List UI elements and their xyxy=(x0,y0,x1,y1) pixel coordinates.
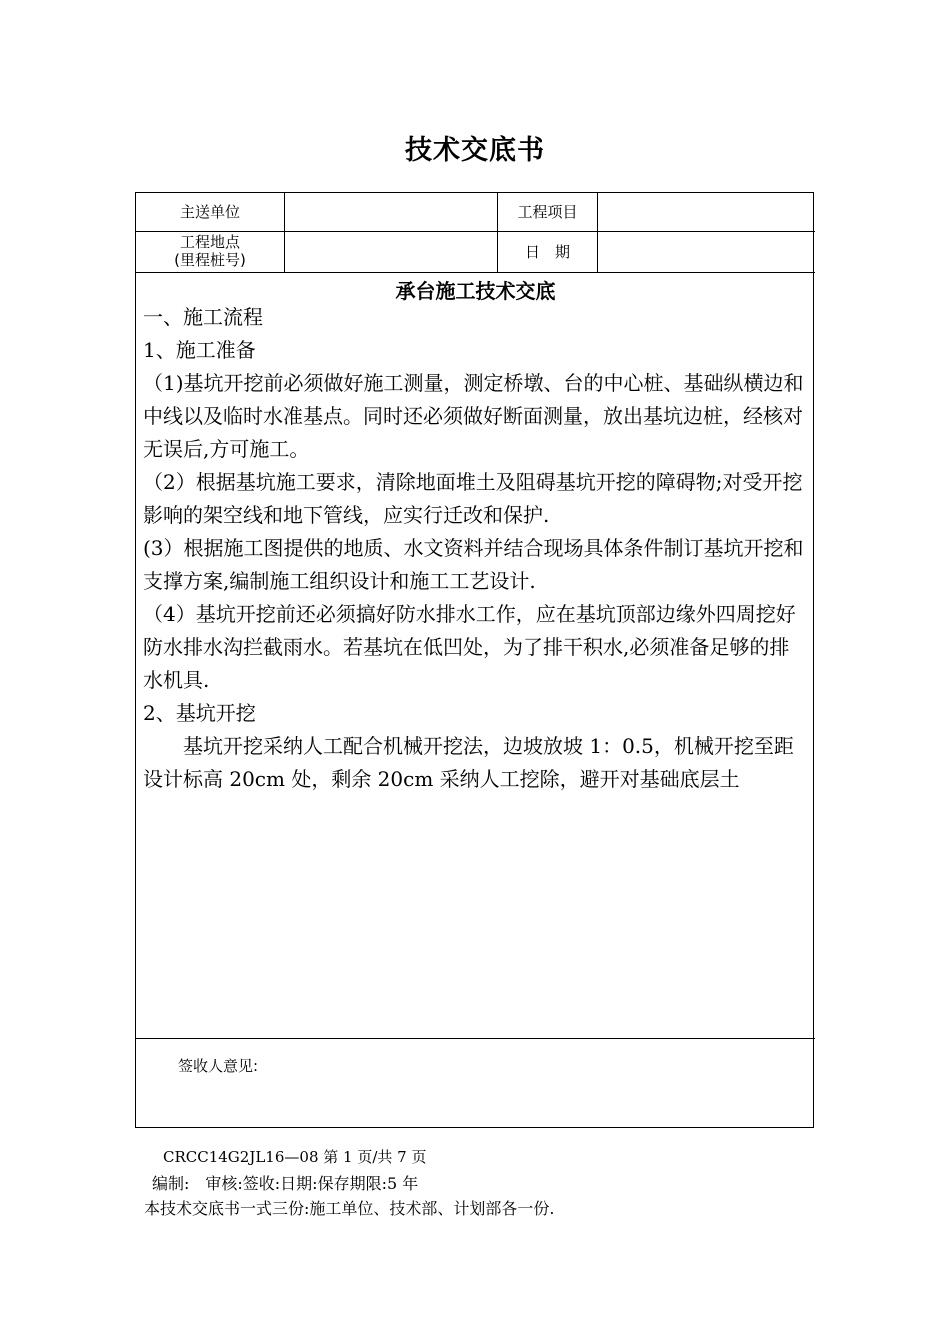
section-title: 承台施工技术交底 xyxy=(395,279,556,303)
paragraph: 基坑开挖采纳人工配合机械开挖法，边坡放坡 1：0.5，机械开挖至距设计标高 20cm 处，剩余 20cm 采纳人工挖除，避开对基础底层土 xyxy=(143,734,794,791)
paragraph: （4）基坑开挖前还必须搞好防水排水工作，应在基坑顶部边缘外四周挖好防水排水沟拦截雨水。若基坑在低凹处，为了排干积水,必须准备足够的排水机具. xyxy=(143,602,796,692)
location-label-line2: (里程桩号) xyxy=(174,251,246,269)
disclosure-table xyxy=(135,192,814,1128)
paragraph: 2、基坑开挖 xyxy=(143,701,256,725)
row-divider xyxy=(136,231,815,232)
paragraph: （2）根据基坑施工要求，清除地面堆土及阻碍基坑开挖的障碍物;对受开挖影响的架空线和地下管线，应实行迁改和保护. xyxy=(143,470,803,527)
location-label xyxy=(136,233,284,269)
paragraph: （1)基坑开挖前必须做好施工测量，测定桥墩、台的中心桩、基础纵横边和中线以及临时水准基点。同时还必须做好断面测量，放出基坑边桩，经核对无误后,方可施工。 xyxy=(143,371,804,461)
body-text xyxy=(143,301,809,796)
row-divider xyxy=(136,272,815,273)
row-divider xyxy=(136,1038,815,1039)
receiver-opinion-label: 签收人意见: xyxy=(178,1057,259,1075)
document-title: 技术交底书 xyxy=(405,135,545,166)
doc-code: CRCC14G2JL16—08 第 1 页/共 7 页 xyxy=(163,1148,427,1166)
location-label-line1: 工程地点 xyxy=(179,233,240,251)
copies-note: 本技术交底书一式三份:施工单位、技术部、计划部各一份. xyxy=(144,1199,555,1218)
column-divider xyxy=(284,193,285,272)
paragraph: (3）根据施工图提供的地质、水文资料并结合现场具体条件制订基坑开挖和支撑方案,编制施工组织设计和施工工艺设计. xyxy=(143,536,804,593)
column-divider xyxy=(597,193,598,272)
paragraph: 1、施工准备 xyxy=(143,338,256,362)
paragraph: 一、施工流程 xyxy=(143,305,263,329)
date-label: 日 期 xyxy=(524,243,570,261)
sender-label: 主送单位 xyxy=(179,203,240,221)
signature-line: 编制: 审核:签收:日期:保存期限:5 年 xyxy=(152,1174,419,1193)
project-label: 工程项目 xyxy=(517,203,578,221)
